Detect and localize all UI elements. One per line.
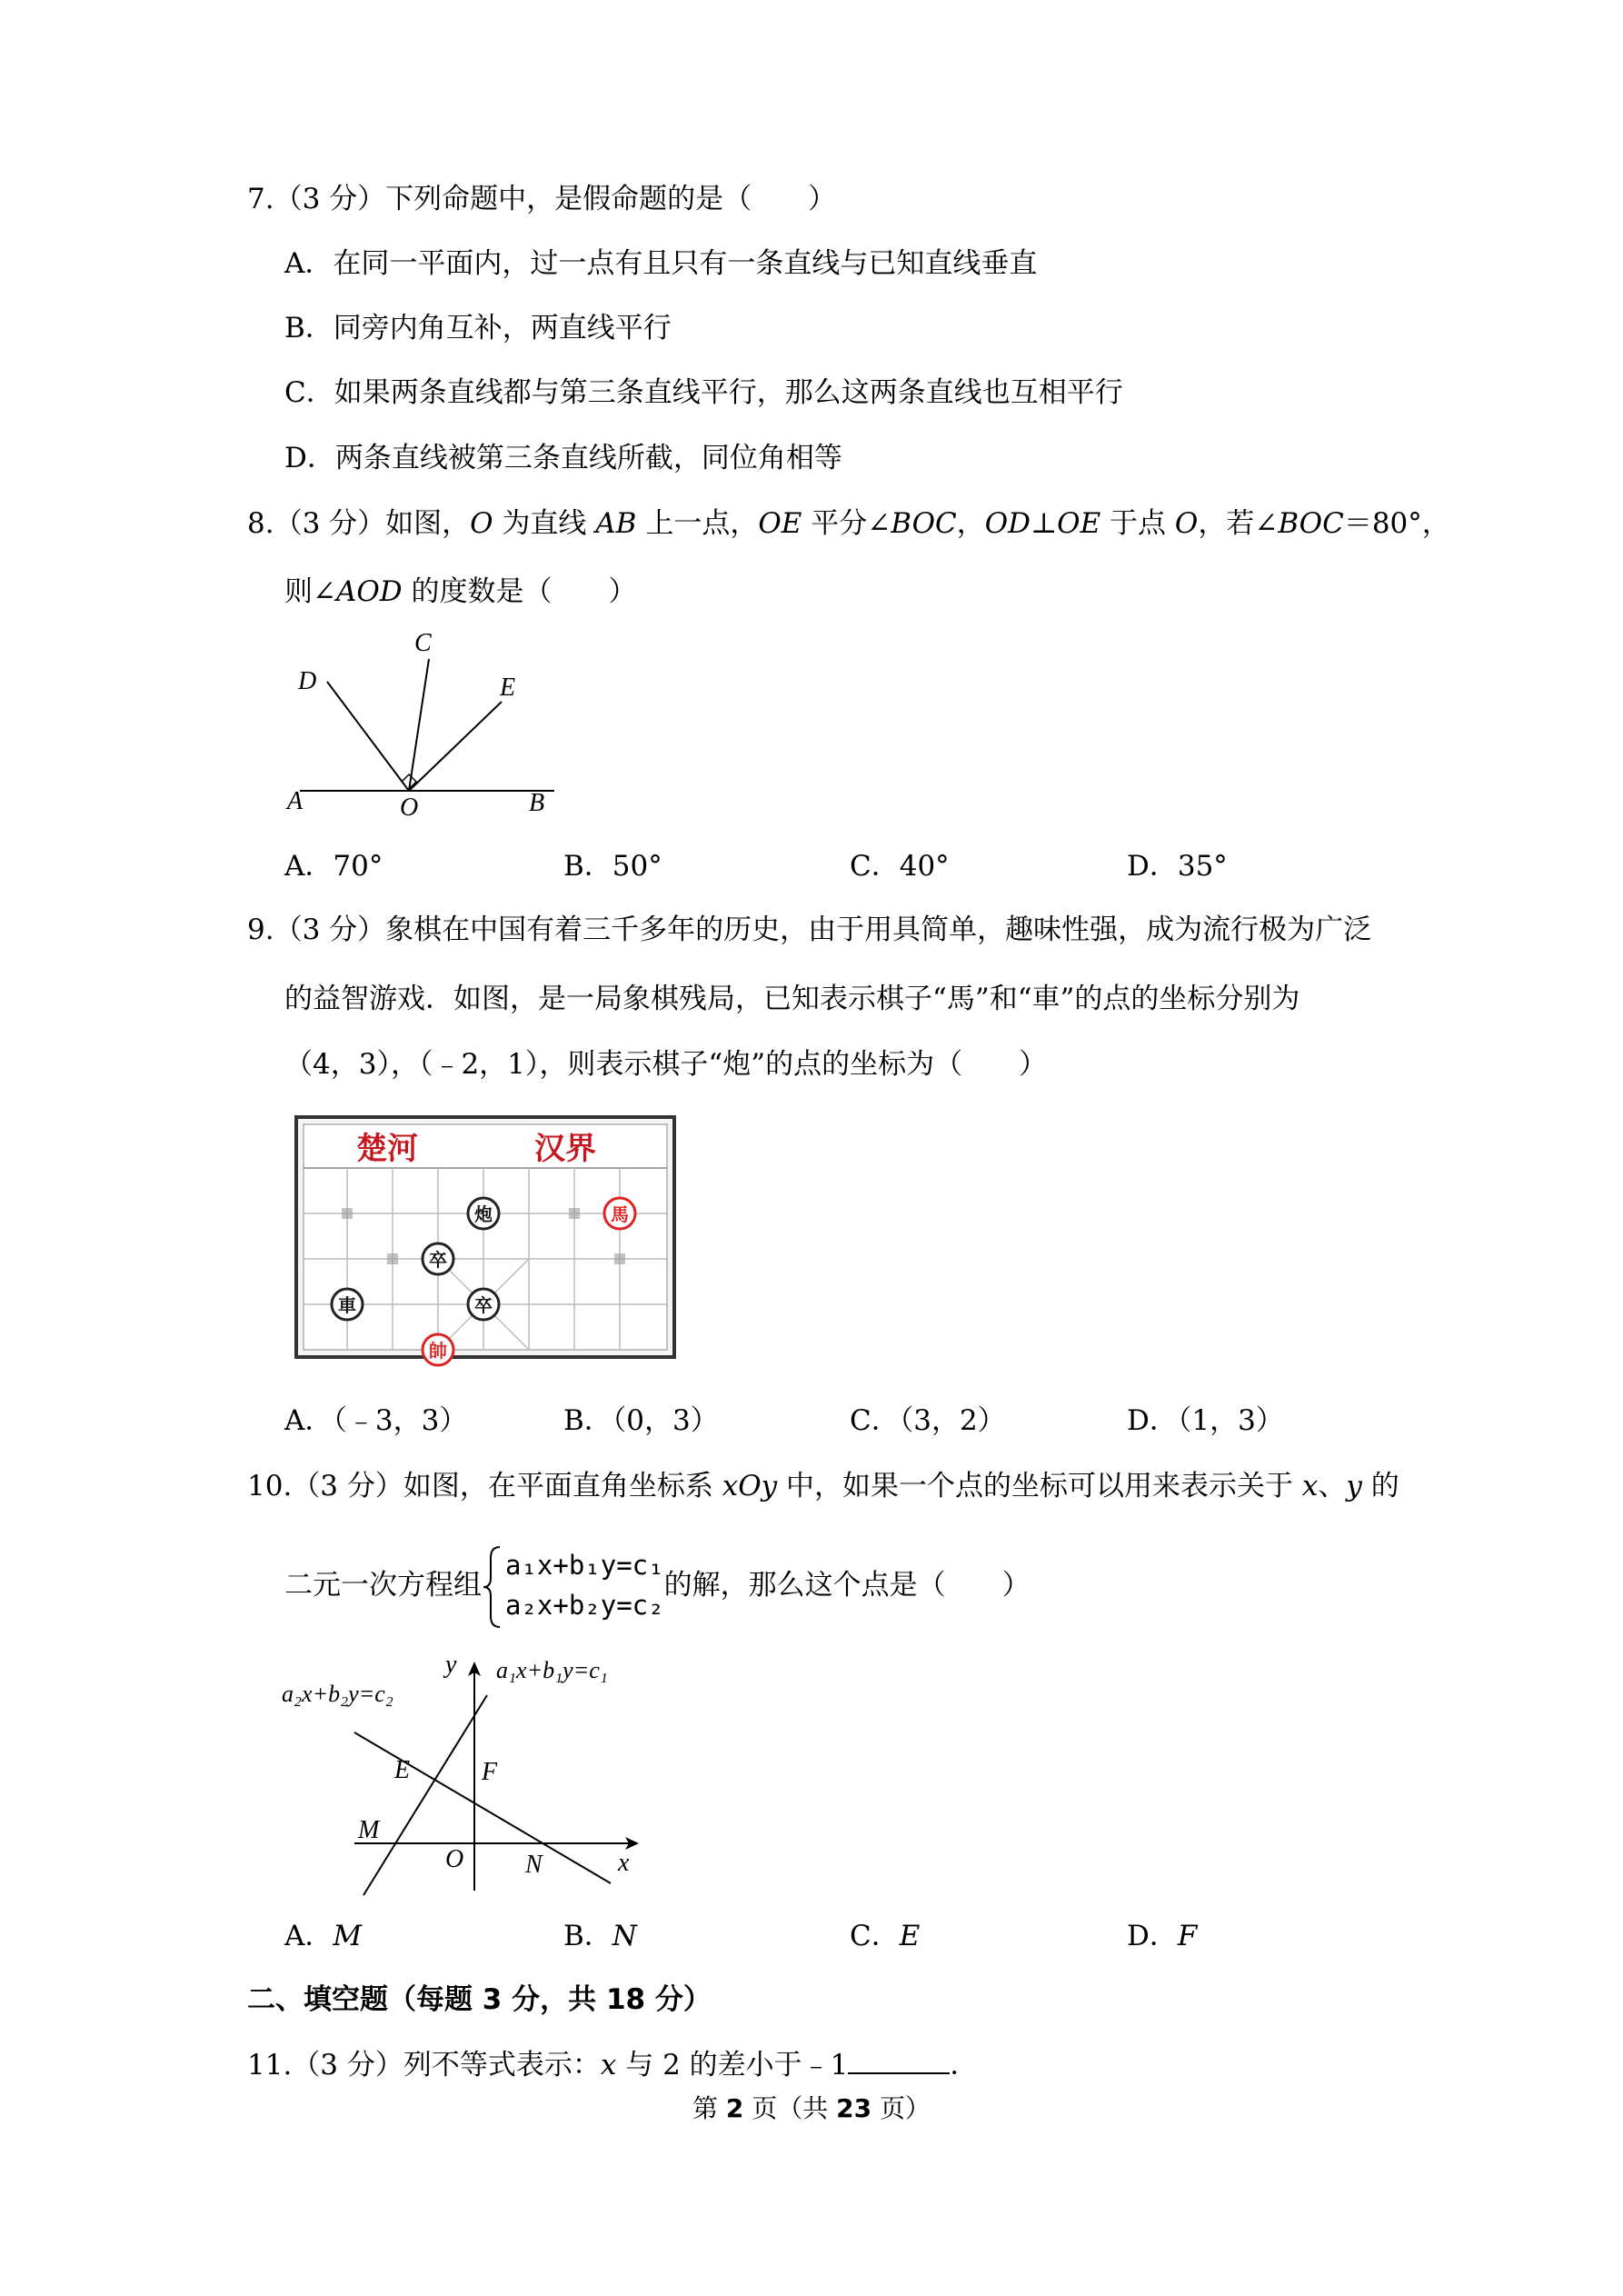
page-footer: 第 2 页（共 23 页）	[692, 2093, 931, 2123]
q9-chess-board	[291, 1113, 682, 1368]
svg-text:卒: 卒	[429, 1249, 447, 1271]
q9-stem-line2: 的益智游戏．如图，是一局象棋残局，已知表示棋子“馬”和“車”的点的坐标分别为	[284, 983, 1300, 1015]
piece-zu-1	[423, 1243, 453, 1274]
q8-label-o: O	[400, 794, 419, 822]
piece-zu-2	[468, 1289, 499, 1320]
equation-1: a₁x+b₁y=c₁	[505, 1550, 664, 1581]
q8-label-d: D	[298, 667, 317, 695]
q8-option-a: A．70°	[284, 850, 383, 883]
q8-option-d: D．35°	[1127, 850, 1228, 883]
q10-option-a: A．M	[284, 1920, 363, 1952]
q10-label-n: N	[525, 1851, 543, 1879]
q10-label-f: F	[482, 1758, 498, 1786]
q10-label-y: y	[445, 1651, 457, 1679]
q9-stem-line1: 9.（3 分）象棋在中国有着三千多年的历史，由于用具简单，趣味性强，成为流行极为广泛	[247, 913, 1372, 946]
piece-pao	[468, 1198, 499, 1229]
q10-stem-line2: 二元一次方程组 a₁x+b₁y=c₁ a₂x+b₂y=c₂的解，那么这个点是（ ）	[284, 1545, 1031, 1625]
q10-label-e: E	[394, 1756, 411, 1784]
q10-label-o: O	[445, 1845, 464, 1873]
q8-label-a: A	[287, 787, 304, 815]
equation-system	[482, 1545, 664, 1625]
svg-text:卒: 卒	[474, 1294, 493, 1316]
q8-angle-figure	[273, 618, 582, 827]
q10-option-b: B．N	[563, 1920, 637, 1952]
q7-option-d: D．两条直线被第三条直线所截，同位角相等	[284, 442, 842, 474]
q8-label-c: C	[414, 629, 432, 657]
piece-ma	[604, 1198, 635, 1229]
q7-option-b: B．同旁内角互补，两直线平行	[284, 312, 672, 344]
piece-shuai	[423, 1334, 453, 1365]
q8-label-e: E	[500, 674, 516, 702]
page-number: 2	[725, 2093, 744, 2123]
equation-2: a₂x+b₂y=c₂	[505, 1590, 664, 1621]
svg-text:車: 車	[338, 1294, 356, 1316]
q10-label-line2: a₂x+b₂y=c₂	[282, 1681, 393, 1707]
q7-stem: 7.（3 分）下列命题中，是假命题的是（ ）	[247, 183, 837, 215]
q10-coordinate-figure	[273, 1645, 654, 1909]
board-label-chuhe: 楚河	[356, 1131, 418, 1167]
board-label-hanjie: 汉界	[534, 1131, 596, 1167]
q9-option-b: B．（0，3）	[563, 1404, 719, 1437]
q10-label-line1: a₁x+b₁y=c₁	[496, 1657, 608, 1683]
q8-stem-line1: 8.（3 分）如图，O 为直线 AB 上一点，OE 平分∠BOC，OD⊥OE 于点 O，若∠BOC＝80°，	[247, 507, 1450, 540]
q10-option-c: C．E	[850, 1920, 921, 1952]
section-heading-fill-in: 二、填空题（每题 3 分，共 18 分）	[247, 1983, 712, 2016]
svg-text:馬: 馬	[611, 1203, 629, 1225]
q8-option-b: B．50°	[563, 850, 662, 883]
answer-blank[interactable]	[848, 2045, 950, 2074]
q8-stem-line2: 则∠AOD 的度数是（ ）	[284, 575, 637, 608]
q10-label-x: x	[618, 1849, 630, 1877]
q8-label-b: B	[529, 789, 545, 817]
q10-option-d: D．F	[1127, 1920, 1198, 1952]
q10-stem-line1: 10.（3 分）如图，在平面直角坐标系 xOy 中，如果一个点的坐标可以用来表示关于 x、y 的	[247, 1470, 1399, 1502]
q8-option-c: C．40°	[850, 850, 950, 883]
svg-text:炮: 炮	[474, 1203, 493, 1225]
q7-option-a: A．在同一平面内，过一点有且只有一条直线与已知直线垂直	[284, 247, 1038, 280]
q7-option-c: C．如果两条直线都与第三条直线平行，那么这两条直线也互相平行	[284, 376, 1123, 409]
q9-option-c: C．（3，2）	[850, 1404, 1006, 1437]
piece-che	[332, 1289, 363, 1320]
q9-option-a: A．（﹣3，3）	[284, 1404, 468, 1437]
q9-stem-line3: （4，3），（﹣2，1），则表示棋子“炮”的点的坐标为（ ）	[284, 1048, 1048, 1081]
total-pages: 23	[836, 2093, 872, 2123]
q9-option-d: D．（1，3）	[1127, 1404, 1284, 1437]
svg-text:帥: 帥	[429, 1340, 447, 1362]
q11-stem: 11.（3 分）列不等式表示：x 与 2 的差小于﹣1 ．	[247, 2045, 978, 2083]
brace-icon	[482, 1545, 503, 1629]
q10-label-m: M	[358, 1816, 380, 1844]
